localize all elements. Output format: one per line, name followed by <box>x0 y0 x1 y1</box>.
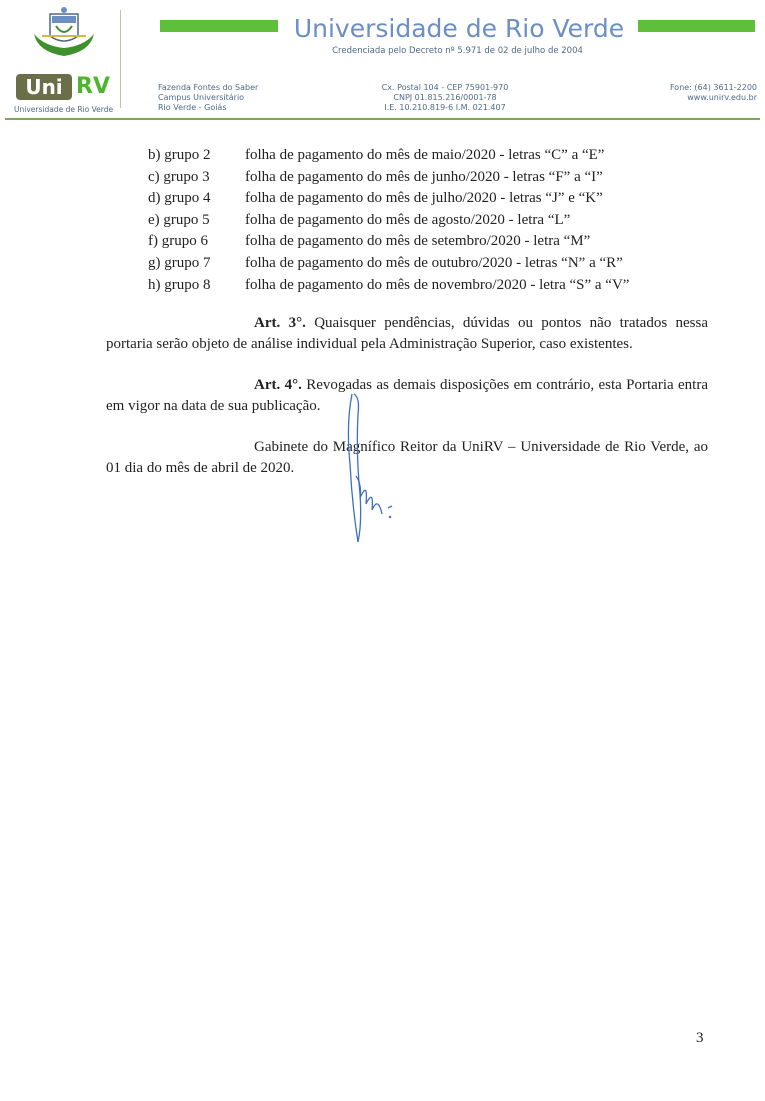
list-item <box>148 167 708 189</box>
logo-rv-text: RV <box>76 74 110 99</box>
address-line: Cx. Postal 104 - CEP 75901-970 <box>381 83 509 92</box>
group-label: d) grupo 4 <box>148 190 211 207</box>
group-label: b) grupo 2 <box>148 147 211 163</box>
header-green-bar-right <box>638 20 755 32</box>
header-underline <box>5 118 760 120</box>
article-3-text: Quaisquer pendências, dúvidas ou pontos não tratados nessa portaria serão objeto de análise individual pela Administração Superior, caso existentes. <box>106 315 708 352</box>
group-description: folha de pagamento do mês de novembro/2020 - letra “S” a “V” <box>245 276 630 293</box>
list-item <box>148 145 708 167</box>
article-4-heading: Art. 4°. <box>254 377 302 393</box>
group-list <box>148 145 708 296</box>
group-label: e) grupo 5 <box>148 211 210 228</box>
address-line: Rio Verde - Goiás <box>158 103 227 112</box>
group-label: g) grupo 7 <box>148 254 211 271</box>
address-block-right <box>600 83 757 103</box>
credential-line: Credenciada pelo Decreto nº 5.971 de 02 de julho de 2004 <box>332 46 583 56</box>
group-label: f) grupo 6 <box>148 233 208 250</box>
university-name: Universidade de Rio Verde <box>293 14 625 43</box>
header-green-bar-left <box>160 20 278 32</box>
article-3-paragraph <box>106 313 708 355</box>
address-line: CNPJ 01.815.216/0001-78 <box>393 93 497 102</box>
group-label: c) grupo 3 <box>148 168 210 185</box>
group-description: folha de pagamento do mês de outubro/2020 - letras “N” a “R” <box>245 254 623 271</box>
article-4-paragraph <box>106 375 708 417</box>
address-line: Fazenda Fontes do Saber <box>158 83 259 92</box>
page-number: 3 <box>696 1030 704 1046</box>
logo-uni-text: Uni <box>16 74 72 100</box>
group-description: folha de pagamento do mês de setembro/2020 - letra “M” <box>245 233 591 250</box>
handwritten-signature <box>338 384 402 546</box>
address-block-left <box>158 83 258 113</box>
group-description: folha de pagamento do mês de maio/2020 - letras “C” a “E” <box>245 147 605 163</box>
university-seal <box>28 6 100 58</box>
logo-caption: Universidade de Rio Verde <box>14 105 114 114</box>
list-item <box>148 231 708 253</box>
group-description: folha de pagamento do mês de junho/2020 - letras “F” a “I” <box>245 168 603 185</box>
list-item <box>148 188 708 210</box>
address-line: I.E. 10.210.819-6 I.M. 021.407 <box>384 103 506 112</box>
website-line: www.unirv.edu.br <box>687 93 757 102</box>
group-label: h) grupo 8 <box>148 276 211 293</box>
list-item <box>148 253 708 275</box>
address-line: Campus Universitário <box>158 93 245 102</box>
group-description: folha de pagamento do mês de agosto/2020 - letra “L” <box>245 211 571 228</box>
article-4-text: Revogadas as demais disposições em contrário, esta Portaria entra em vigor na data de sua publicação. <box>106 377 708 414</box>
header-divider <box>120 10 121 108</box>
seal-emblem-icon <box>28 6 100 58</box>
signature-icon <box>338 384 402 546</box>
phone-line: Fone: (64) 3611-2200 <box>669 83 757 92</box>
list-item <box>148 210 708 232</box>
address-block-middle <box>360 83 530 113</box>
list-item <box>148 275 708 297</box>
closing-text: Gabinete do Magnífico Reitor da UniRV – Universidade de Rio Verde, ao 01 dia do mês de abril de 2020. <box>106 439 708 476</box>
unirv-logo <box>16 74 116 102</box>
article-3-heading: Art. 3°. <box>254 315 306 331</box>
closing-paragraph <box>106 437 708 479</box>
group-description: folha de pagamento do mês de julho/2020 - letras “J” e “K” <box>245 190 603 207</box>
